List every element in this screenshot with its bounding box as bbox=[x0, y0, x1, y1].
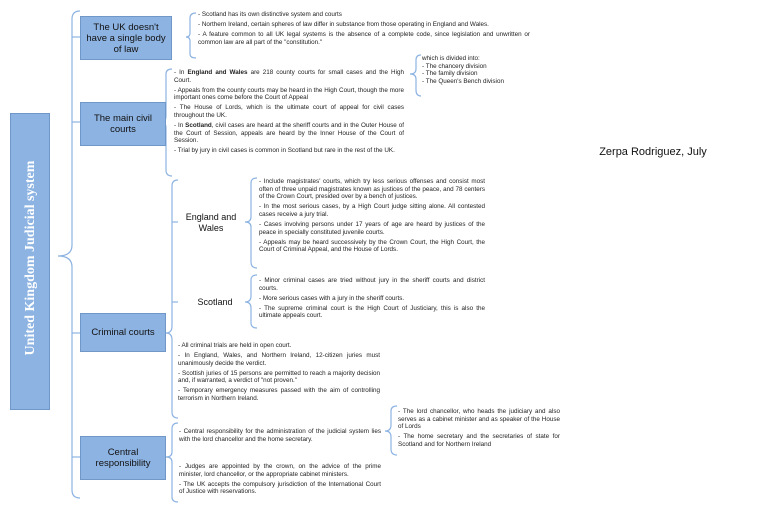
note: - A feature common to all UK legal systems is the absence of a complete code, since legislation and unwritten or common law are all part of the "constitution." bbox=[198, 31, 530, 46]
england-wales-notes bbox=[259, 178, 485, 256]
branch-label: The main civil courts bbox=[93, 113, 153, 135]
central-notes bbox=[179, 463, 381, 498]
note: - Cases involving persons under 17 years of age are heard by justices of the peace in specially constituted juvenile courts. bbox=[259, 220, 485, 236]
note: - The House of Lords, which is the ultimate court of appeal for civil cases throughout the UK. bbox=[174, 104, 404, 119]
note: - The lord chancellor, who heads the judiciary and also serves as a cabinet minister and as speaker of the House of Lords bbox=[398, 408, 560, 431]
division-item: - The family division bbox=[422, 70, 478, 78]
note: - Appeals from the county courts may be heard in the High Court, though the more important ones come before the Court of Appeal bbox=[174, 86, 404, 102]
criminal-brace bbox=[166, 180, 178, 418]
division-item: - The Queen's Bench division bbox=[422, 77, 504, 85]
ew-brace bbox=[245, 178, 257, 268]
note: - The supreme criminal court is the High Court of Justiciary, this is also the ultimate appeals court. bbox=[259, 304, 485, 320]
note: - Include magistrates' courts, which try less serious offenses and consist most often of three unpaid magistrates known as justices of the peace, and 78 centers of the Crown Court, presided over by a bench of justices. bbox=[259, 178, 485, 201]
note: - The home secretary and the secretaries of state for Scotland and for Northern Ireland bbox=[398, 433, 560, 448]
note: - In England and Wales are 218 county courts for small cases and the High Court. bbox=[174, 69, 404, 84]
divisions-intro: which is divided into: bbox=[422, 55, 480, 62]
sub-england-wales: England and Wales bbox=[185, 212, 237, 233]
scot-brace bbox=[245, 275, 257, 328]
note: - Appeals may be heard successively by the Crown Court, the High Court, the Court of Criminal Appeal, and the House of Lords. bbox=[259, 238, 485, 254]
single-notes bbox=[198, 11, 530, 49]
author-label: Zerpa Rodriguez, July bbox=[599, 146, 707, 158]
criminal-notes bbox=[178, 342, 380, 405]
note: - Temporary emergency measures passed with the aim of controlling terrorism in Northern Ireland. bbox=[178, 387, 380, 403]
central-side-notes bbox=[398, 408, 560, 451]
central-note-main bbox=[179, 428, 381, 446]
note: - Scotland has its own distinctive system and courts bbox=[198, 11, 342, 18]
branch-central-responsibility bbox=[80, 436, 166, 480]
note: - The UK accepts the compulsory jurisdiction of the International Court of Justice with reservations. bbox=[179, 480, 381, 496]
root-node bbox=[10, 113, 50, 410]
note: - Trial by jury in civil cases is common in Scotland but rare in the rest of the UK. bbox=[174, 147, 395, 155]
note: - Northern Ireland, certain spheres of law differ in substance from those operating in England and Wales. bbox=[198, 21, 489, 29]
high-court-divisions bbox=[422, 55, 532, 85]
central-side-brace bbox=[385, 406, 397, 455]
root-brace bbox=[58, 11, 80, 498]
scotland-notes bbox=[259, 277, 485, 322]
note: - Central responsibility for the administration of the judicial system lies with the lord chancellor and the home secretary. bbox=[179, 428, 381, 443]
root-label: United Kingdom Judicial system bbox=[23, 160, 38, 356]
branch-label: Criminal courts bbox=[91, 327, 155, 338]
note: - All criminal trials are held in open court. bbox=[178, 342, 292, 349]
highcourt-brace bbox=[410, 55, 421, 96]
note: - Judges are appointed by the crown, on the advice of the prime minister, lord chancellor, or the appropriate cabinet ministers. bbox=[179, 463, 381, 478]
division-item: - The chancery division bbox=[422, 62, 487, 70]
branch-criminal-courts bbox=[80, 313, 166, 352]
branch-single-body-of-law bbox=[80, 16, 172, 60]
note: - Scottish juries of 15 persons are permitted to reach a majority decision and, if warranted, a verdict of "not proven." bbox=[178, 369, 380, 385]
civil-notes bbox=[174, 69, 404, 157]
note: - In Scotland, civil cases are heard at the sheriff courts and in the Outer House of the Court of Session, appeals are heard by the Inner House of the Court of Session. bbox=[174, 122, 404, 145]
branch-main-civil-courts bbox=[80, 102, 166, 146]
note: - In England, Wales, and Northern Ireland, 12-citizen juries must unanimously decide the verdict. bbox=[178, 352, 380, 367]
branch-label: Central responsibility bbox=[95, 447, 151, 469]
central-brace bbox=[166, 423, 178, 502]
note: - In the most serious cases, by a High Court judge sitting alone. All contested cases receive a jury trial. bbox=[259, 203, 485, 218]
sub-scotland: Scotland bbox=[197, 297, 233, 307]
note: - More serious cases with a jury in the sheriff courts. bbox=[259, 294, 405, 302]
note: - Minor criminal cases are tried without jury in the sheriff courts and district courts. bbox=[259, 277, 485, 292]
branch-label: The UK doesn't have a single body of law bbox=[86, 21, 166, 55]
single-brace bbox=[186, 13, 196, 58]
